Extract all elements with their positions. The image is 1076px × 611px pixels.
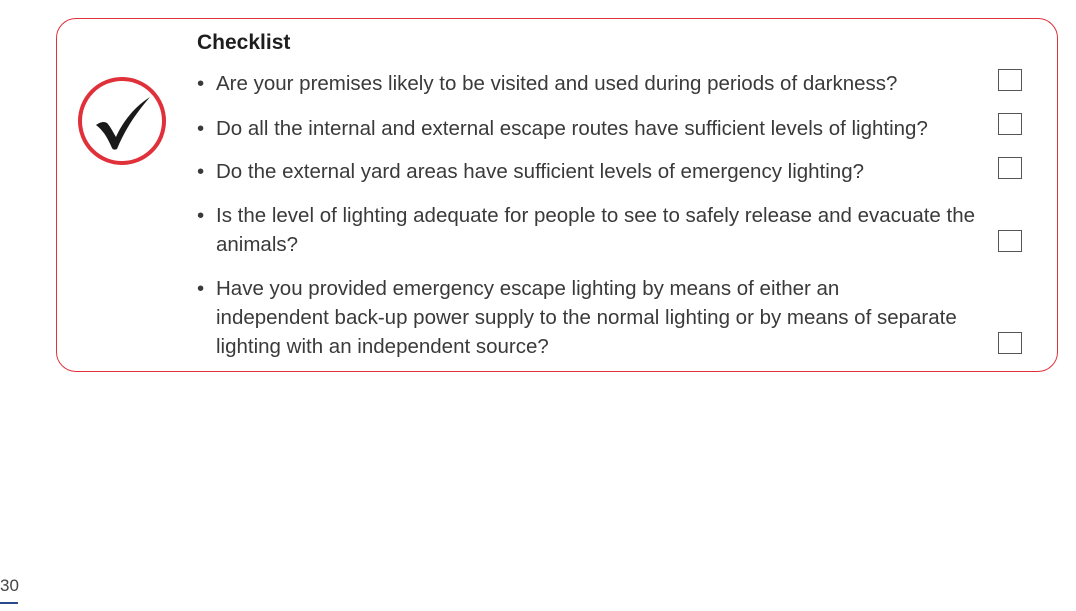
checklist-item-text: Are your premises likely to be visited and used during periods of darkness? — [216, 72, 898, 95]
page-number: 30 — [0, 576, 19, 595]
bullet-icon: • — [197, 117, 205, 140]
checklist-item — [197, 201, 1007, 259]
checklist-item — [197, 157, 987, 186]
checklist-item-text: Is the level of lighting adequate for people to see to safely release and evacuate the animals? — [216, 204, 976, 256]
checklist-item-text: Do all the internal and external escape routes have sufficient levels of lighting? — [216, 117, 928, 140]
checklist-item-checkbox[interactable] — [998, 69, 1022, 91]
checklist-item-text: Do the external yard areas have sufficient levels of emergency lighting? — [216, 160, 865, 183]
checklist-item-checkbox[interactable] — [998, 230, 1022, 252]
checklist-item-checkbox[interactable] — [998, 332, 1022, 354]
bullet-icon: • — [197, 277, 205, 300]
checkmark-badge — [78, 77, 166, 165]
bullet-icon: • — [197, 160, 205, 183]
page-number-rule — [0, 602, 18, 604]
checklist-item-checkbox[interactable] — [998, 157, 1022, 179]
checklist-item — [197, 274, 957, 361]
checklist-item — [197, 114, 987, 143]
checklist-item-text: Have you provided emergency escape lighting by means of either an independent back-up power supply to the normal lighting or by means of separate lighting with an independent source? — [216, 277, 957, 358]
bullet-icon: • — [197, 204, 205, 227]
checkmark-icon — [94, 95, 152, 151]
bullet-icon: • — [197, 72, 205, 95]
checklist-item — [197, 69, 987, 98]
checklist-item-checkbox[interactable] — [998, 113, 1022, 135]
checklist-heading: Checklist — [197, 31, 291, 54]
